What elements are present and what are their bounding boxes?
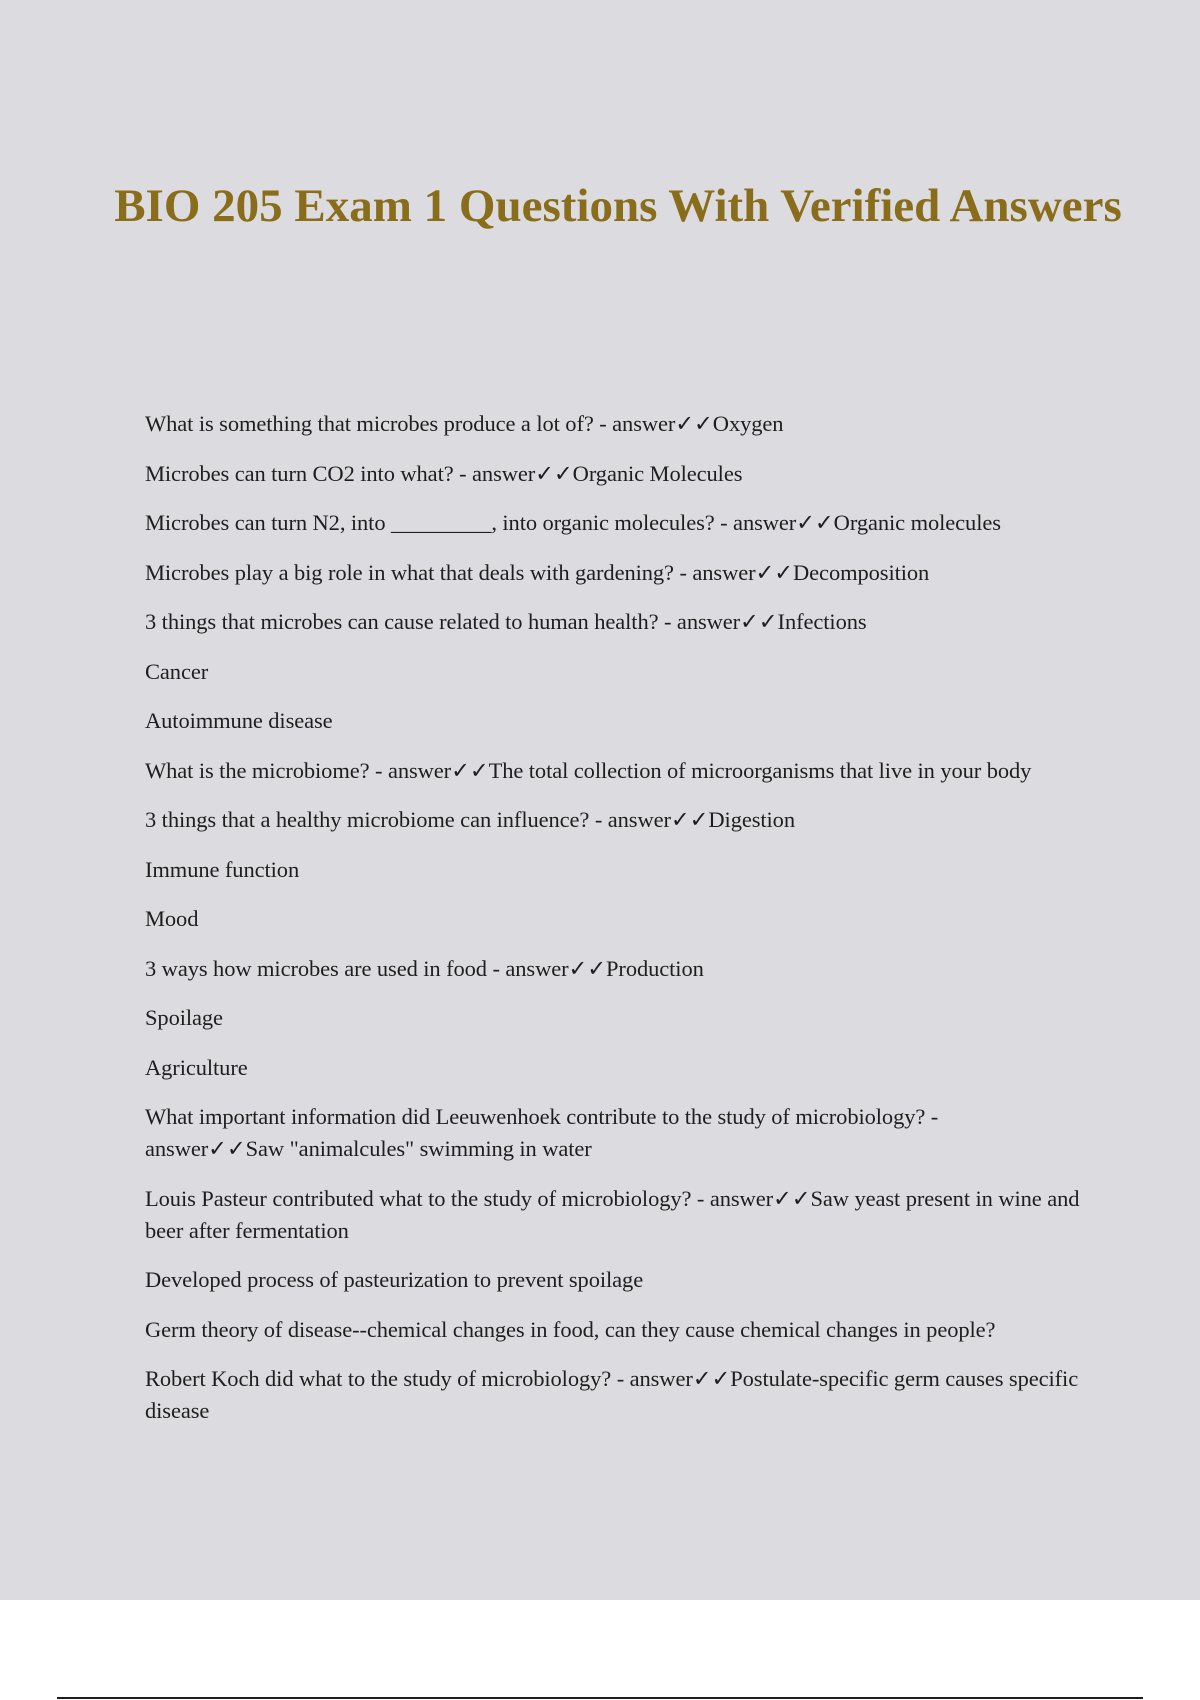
qa-line: Microbes can turn N2, into _________, into organic molecules? - answer✓✓Organic molecules — [145, 510, 1001, 535]
qa-line: Cancer — [145, 658, 209, 684]
qa-line: What important information did Leeuwenhoek contribute to the study of microbiology? - answer✓✓Saw "animalcules" swimming in water — [145, 1104, 939, 1161]
qa-line: Spoilage — [145, 1005, 223, 1030]
qa-line: 3 ways how microbes are used in food - answer✓✓Production — [145, 955, 704, 981]
qa-line: Immune function — [145, 856, 300, 882]
qa-line: Microbes play a big role in what that deals with gardening? - answer✓✓Decomposition — [145, 559, 930, 585]
qa-line: Mood — [145, 906, 199, 931]
qa-line: Agriculture — [145, 1054, 248, 1080]
qa-line: 3 things that microbes can cause related to human health? - answer✓✓Infections — [145, 609, 867, 634]
qa-line: Louis Pasteur contributed what to the study of microbiology? - answer✓✓Saw yeast present in wine and beer after fermentation — [145, 1185, 1080, 1243]
qa-line: Autoimmune disease — [145, 708, 333, 733]
qa-list — [145, 408, 1080, 1445]
qa-line: Microbes can turn CO2 into what? - answer✓✓Organic Molecules — [145, 460, 743, 486]
footer-divider — [57, 1697, 1143, 1699]
qa-line: 3 things that a healthy microbiome can influence? - answer✓✓Digestion — [145, 807, 795, 832]
qa-line: Germ theory of disease--chemical changes in food, can they cause chemical changes in people? — [145, 1316, 996, 1342]
qa-line: What is something that microbes produce a lot of? - answer✓✓Oxygen — [145, 411, 784, 436]
document-title: BIO 205 Exam 1 Questions With Verified Answers — [114, 180, 1122, 232]
qa-line: Developed process of pasteurization to prevent spoilage — [145, 1267, 644, 1292]
qa-line: What is the microbiome? - answer✓✓The total collection of microorganisms that live in your body — [145, 757, 1032, 783]
qa-line: Robert Koch did what to the study of microbiology? - answer✓✓Postulate-specific germ causes specific disease — [145, 1366, 1079, 1423]
